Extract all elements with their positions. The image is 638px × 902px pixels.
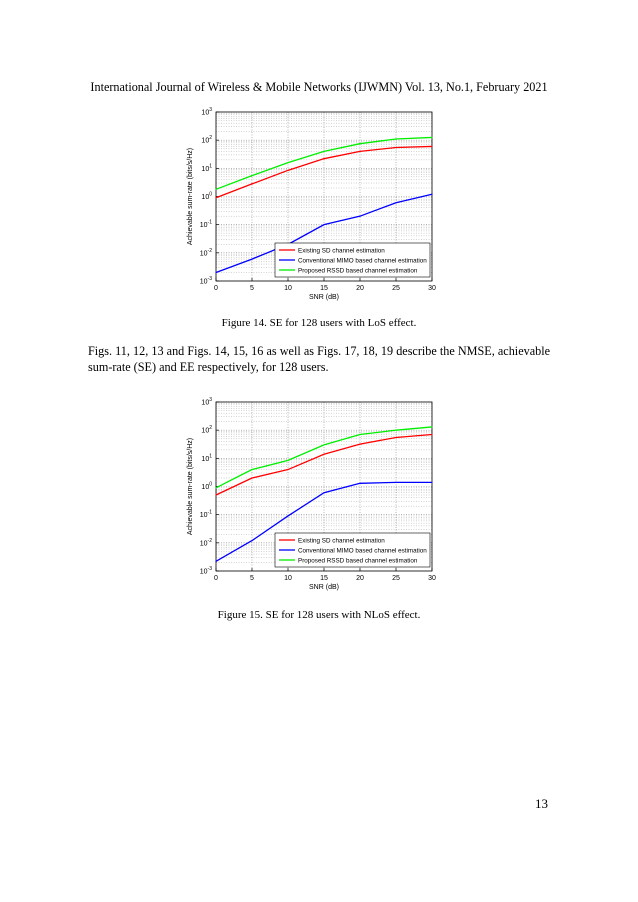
y-tick-label: $10^{-2}$ bbox=[199, 537, 212, 548]
x-tick-label: 10 bbox=[284, 575, 292, 582]
data-point bbox=[215, 197, 216, 198]
x-tick-label: 0 bbox=[214, 285, 218, 292]
legend-label: Existing SD channel estimation bbox=[298, 247, 385, 255]
y-tick-label: $10^2$ bbox=[201, 135, 212, 145]
y-axis-label: Achievable sum-rate (bits/s/Hz) bbox=[187, 437, 194, 536]
data-point bbox=[251, 175, 252, 176]
data-point bbox=[287, 162, 288, 163]
data-point bbox=[395, 202, 396, 203]
legend-label: Proposed RSSD based channel estimation bbox=[298, 267, 418, 275]
data-point bbox=[431, 434, 432, 435]
data-point bbox=[359, 483, 360, 484]
x-tick-label: 20 bbox=[356, 285, 364, 292]
data-point bbox=[431, 482, 432, 483]
data-point bbox=[359, 151, 360, 152]
x-axis-label: SNR (dB) bbox=[309, 294, 339, 301]
data-point bbox=[251, 258, 252, 259]
data-point bbox=[431, 137, 432, 138]
data-point bbox=[395, 482, 396, 483]
x-tick-label: 25 bbox=[392, 575, 400, 582]
data-point bbox=[359, 143, 360, 144]
x-tick-label: 30 bbox=[428, 285, 436, 292]
y-tick-label: $10^3$ bbox=[201, 107, 212, 117]
y-tick-label: $10^{-3}$ bbox=[199, 566, 212, 576]
data-point bbox=[395, 430, 396, 431]
data-point bbox=[323, 492, 324, 493]
y-tick-label: $10^0$ bbox=[201, 481, 212, 491]
data-point bbox=[359, 444, 360, 445]
legend-label: Conventional MIMO based channel estimation bbox=[298, 547, 427, 555]
data-point bbox=[215, 487, 216, 488]
y-tick-label: $10^{-3}$ bbox=[199, 276, 212, 286]
y-tick-label: $10^1$ bbox=[201, 163, 212, 173]
page-number: 13 bbox=[535, 796, 548, 811]
figure-15-chart bbox=[0, 390, 638, 595]
data-point bbox=[251, 183, 252, 184]
y-tick-label: $10^{-2}$ bbox=[199, 247, 212, 258]
data-point bbox=[287, 460, 288, 461]
x-tick-label: 0 bbox=[214, 575, 218, 582]
x-tick-label: 25 bbox=[392, 285, 400, 292]
y-tick-label: $10^1$ bbox=[201, 453, 212, 463]
data-point bbox=[395, 147, 396, 148]
data-point bbox=[359, 434, 360, 435]
y-axis-label: Achievable sum-rate (bits/s/Hz) bbox=[187, 147, 194, 246]
data-point bbox=[287, 515, 288, 516]
data-point bbox=[287, 170, 288, 171]
data-point bbox=[323, 158, 324, 159]
y-tick-label: $10^{-1}$ bbox=[199, 509, 212, 520]
y-tick-label: $10^3$ bbox=[201, 397, 212, 407]
body-paragraph: Figs. 11, 12, 13 and Figs. 14, 15, 16 as well as Figs. 17, 18, 19 describe the NMSE, achievable sum-rate (SE) and EE respectively, for 128 users. bbox=[88, 344, 550, 374]
legend-label: Conventional MIMO based channel estimation bbox=[298, 257, 427, 265]
data-point bbox=[395, 437, 396, 438]
data-point bbox=[395, 138, 396, 139]
data-point bbox=[359, 216, 360, 217]
data-point bbox=[431, 194, 432, 195]
data-point bbox=[251, 477, 252, 478]
data-point bbox=[431, 146, 432, 147]
data-point bbox=[287, 469, 288, 470]
data-point bbox=[215, 561, 216, 562]
data-point bbox=[251, 540, 252, 541]
y-tick-label: $10^2$ bbox=[201, 425, 212, 435]
data-point bbox=[215, 189, 216, 190]
journal-header: International Journal of Wireless & Mobile Networks (IJWMN) Vol. 13, No.1, February 2021 bbox=[90, 80, 548, 94]
figure-15-caption: Figure 15. SE for 128 users with NLoS effect. bbox=[217, 609, 421, 621]
data-point bbox=[215, 494, 216, 495]
x-tick-label: 5 bbox=[250, 285, 254, 292]
y-tick-label: $10^0$ bbox=[201, 191, 212, 201]
data-point bbox=[323, 444, 324, 445]
data-point bbox=[215, 272, 216, 273]
data-point bbox=[251, 469, 252, 470]
x-tick-label: 15 bbox=[320, 285, 328, 292]
x-tick-label: 15 bbox=[320, 575, 328, 582]
x-axis-label: SNR (dB) bbox=[309, 584, 339, 591]
x-tick-label: 20 bbox=[356, 575, 364, 582]
x-tick-label: 10 bbox=[284, 285, 292, 292]
figure-14-chart bbox=[0, 100, 638, 305]
legend-label: Existing SD channel estimation bbox=[298, 537, 385, 545]
data-point bbox=[323, 151, 324, 152]
data-point bbox=[323, 454, 324, 455]
x-tick-label: 5 bbox=[250, 575, 254, 582]
data-point bbox=[323, 224, 324, 225]
figure-14-caption: Figure 14. SE for 128 users with LoS effect. bbox=[221, 317, 417, 329]
data-point bbox=[431, 426, 432, 427]
x-tick-label: 30 bbox=[428, 575, 436, 582]
y-tick-label: $10^{-1}$ bbox=[199, 219, 212, 230]
legend-label: Proposed RSSD based channel estimation bbox=[298, 557, 418, 565]
